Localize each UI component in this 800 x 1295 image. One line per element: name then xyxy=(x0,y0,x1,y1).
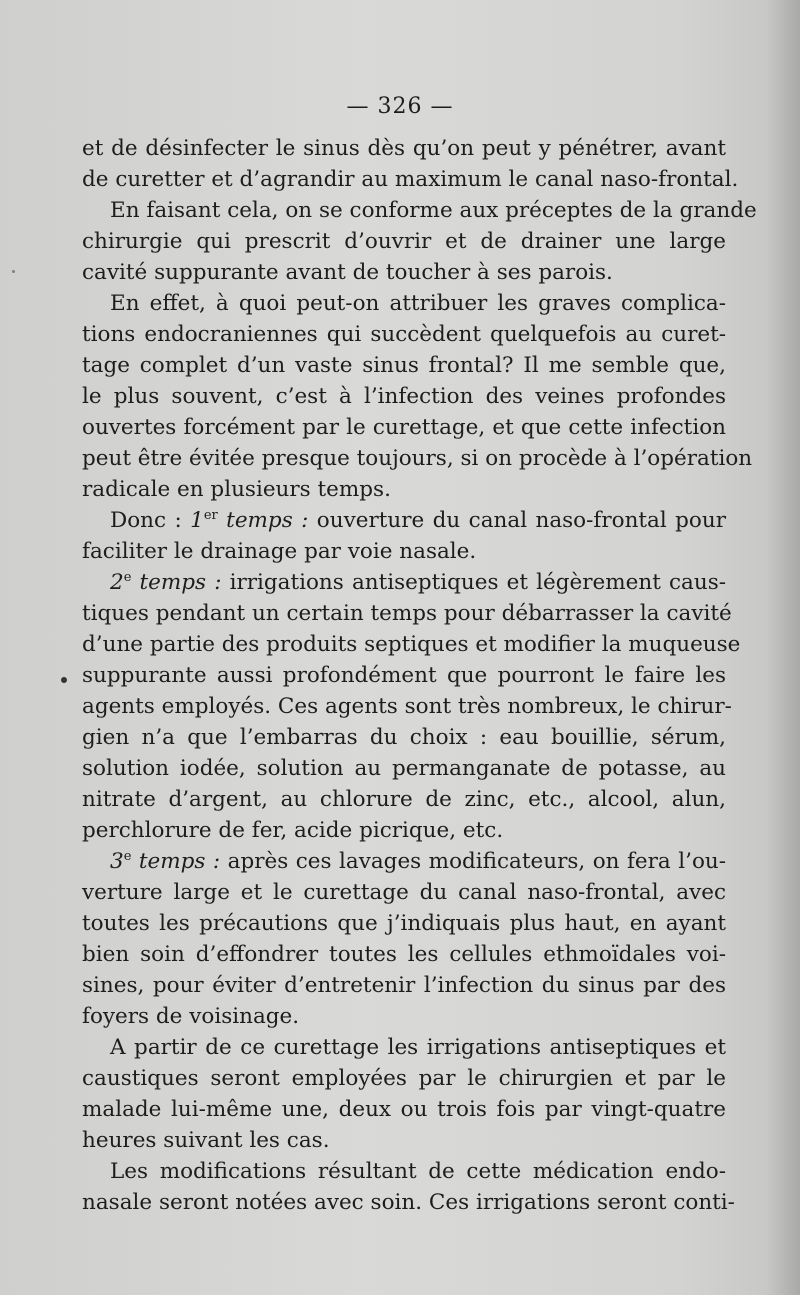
text-line: le plus souvent, c’est à l’infection des veines profondes xyxy=(82,384,726,409)
text-line: tiques pendant un certain temps pour débarrasser la cavité xyxy=(82,601,732,626)
text-line: malade lui-même une, deux ou trois fois par vingt-quatre xyxy=(82,1097,726,1122)
text-line: perchlorure de fer, acide picrique, etc. xyxy=(82,818,504,843)
text-line: verture large et le curettage du canal naso-frontal, avec xyxy=(82,880,726,905)
temps-3-line xyxy=(82,846,726,877)
temps-text: irrigations antiseptiques et légèrement caus- xyxy=(221,570,726,595)
text-line: nasale seront notées avec soin. Ces irrigations seront conti- xyxy=(82,1190,735,1215)
temps-2-line xyxy=(82,567,726,598)
text-line: de curetter et d’agrandir au maximum le canal naso-frontal. xyxy=(82,167,739,192)
text-line: peut être évitée presque toujours, si on procède à l’opération xyxy=(82,446,753,471)
temps-text: ouverture du canal naso-frontal pour xyxy=(308,508,726,533)
donc-prefix: Donc : xyxy=(110,508,191,533)
text-line: faciliter le drainage par voie nasale. xyxy=(82,539,477,564)
text-line: suppurante aussi profondément que pourront le faire les xyxy=(82,663,726,688)
text-line: agents employés. Ces agents sont très nombreux, le chirur- xyxy=(82,694,732,719)
temps-number: 2 xyxy=(110,570,124,595)
text-line: foyers de voisinage. xyxy=(82,1004,300,1029)
body-text xyxy=(82,133,757,1218)
temps-label: temps : xyxy=(217,508,309,533)
text-line: et de désinfecter le sinus dès qu’on peut y pénétrer, avant xyxy=(82,136,726,161)
temps-1-line xyxy=(82,505,726,536)
text-line: nitrate d’argent, au chlorure de zinc, etc., alcool, alun, xyxy=(82,787,726,812)
temps-number: 3 xyxy=(110,849,124,874)
text-line: heures suivant les cas. xyxy=(82,1128,330,1153)
page-number: — 326 — xyxy=(346,94,454,119)
text-line: Les modifications résultant de cette médication endo- xyxy=(110,1159,726,1184)
print-speck xyxy=(12,270,15,273)
text-line: toutes les précautions que j’indiquais plus haut, en ayant xyxy=(82,911,726,936)
ordinal-superscript: er xyxy=(203,508,218,523)
text-line: ouvertes forcément par le curettage, et que cette infection xyxy=(82,415,726,440)
temps-label: temps : xyxy=(131,570,222,595)
text-line: tage complet d’un vaste sinus frontal? Il me semble que, xyxy=(82,353,726,378)
text-line: tions endocraniennes qui succèdent quelquefois au curet- xyxy=(82,322,726,347)
text-line: solution iodée, solution au permanganate de potasse, au xyxy=(82,756,726,781)
text-line: radicale en plusieurs temps. xyxy=(82,477,391,502)
text-line: d’une partie des produits septiques et modifier la muqueuse xyxy=(82,632,741,657)
text-line: En effet, à quoi peut-on attribuer les graves complica- xyxy=(110,291,726,316)
ordinal-superscript: e xyxy=(123,849,132,864)
ordinal-superscript: e xyxy=(123,570,132,585)
print-speck xyxy=(61,677,67,683)
temps-label: temps : xyxy=(131,849,221,874)
text-line: cavité suppurante avant de toucher à ses parois. xyxy=(82,260,613,285)
text-line: A partir de ce curettage les irrigations antiseptiques et xyxy=(110,1035,726,1060)
text-line: sines, pour éviter d’entretenir l’infection du sinus par des xyxy=(82,973,726,998)
temps-text: après ces lavages modificateurs, on fera l’ou- xyxy=(220,849,726,874)
text-line: chirurgie qui prescrit d’ouvrir et de drainer une large xyxy=(82,229,726,254)
text-line: caustiques seront employées par le chirurgien et par le xyxy=(82,1066,726,1091)
text-line: gien n’a que l’embarras du choix : eau bouillie, sérum, xyxy=(82,725,726,750)
text-line: bien soin d’effondrer toutes les cellules ethmoïdales voi- xyxy=(82,942,726,967)
text-line: En faisant cela, on se conforme aux préceptes de la grande xyxy=(110,198,757,223)
temps-number: 1 xyxy=(190,508,204,533)
